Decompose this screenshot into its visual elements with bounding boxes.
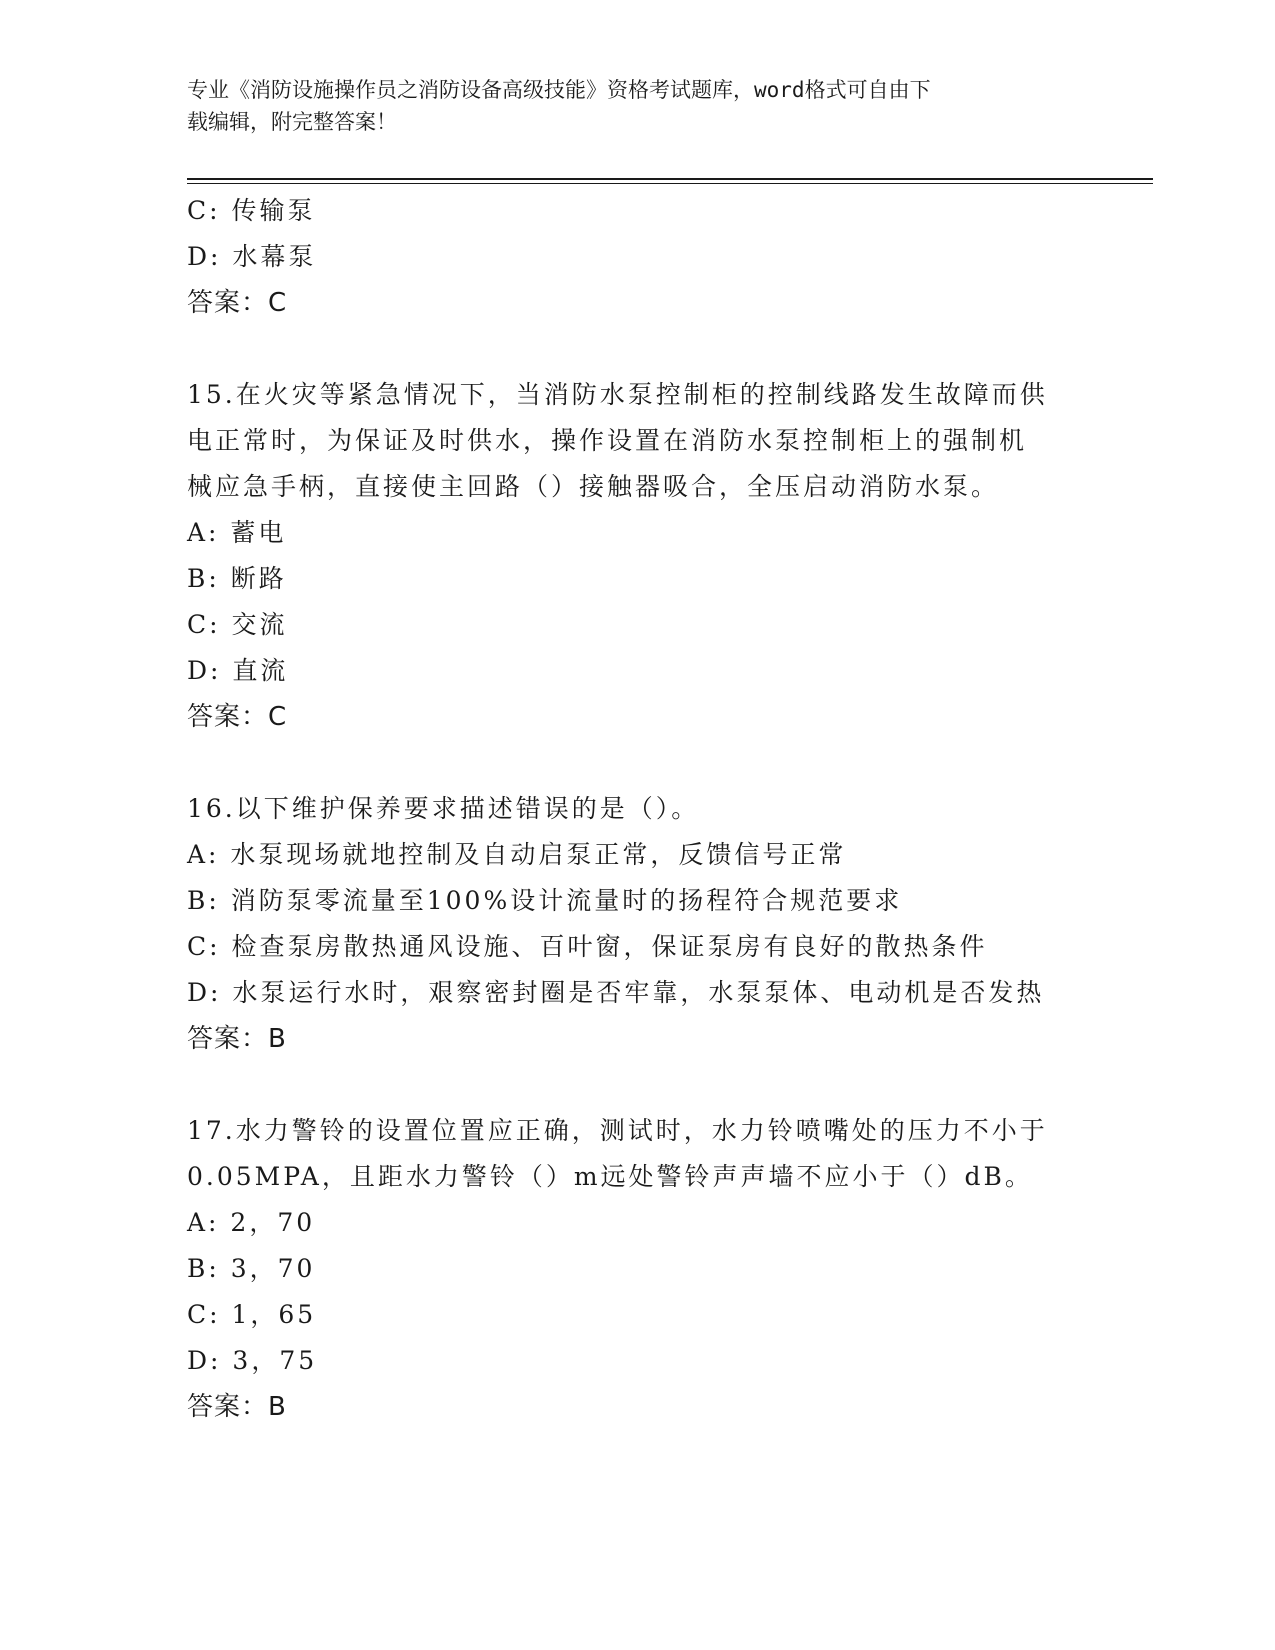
- question-stem-line: 16.以下维护保养要求描述错误的是（）。: [187, 794, 700, 823]
- answer-line: 答案：C: [187, 702, 288, 732]
- question-list: [187, 188, 1087, 1430]
- option-d: D: 直流: [187, 656, 289, 685]
- option-b: B: 消防泵零流量至100%设计流量时的扬程符合规范要求: [187, 886, 903, 915]
- option-c: C: 传输泵: [187, 196, 316, 225]
- question-block-17: [187, 1108, 1087, 1430]
- spacer: [187, 326, 1087, 372]
- question-block-carryover: [187, 188, 1087, 326]
- option-d: D: 3，75: [187, 1346, 318, 1375]
- question-stem-line: 15.在火灾等紧急情况下，当消防水泵控制柜的控制线路发生故障而供: [187, 380, 1048, 409]
- header-divider-thick: [187, 178, 1153, 180]
- answer-line: 答案：B: [187, 1392, 287, 1422]
- option-b: B: 断路: [187, 564, 287, 593]
- option-a: A: 水泵现场就地控制及自动启泵正常，反馈信号正常: [187, 840, 847, 869]
- answer-line: 答案：B: [187, 1024, 287, 1054]
- option-d: D: 水泵运行水时，艰察密封圈是否牢靠，水泵泵体、电动机是否发热: [187, 978, 1045, 1007]
- option-b: B: 3，70: [187, 1254, 316, 1283]
- header-divider-thin: [187, 183, 1153, 184]
- question-block-16: [187, 786, 1087, 1062]
- header-line-1: 专业《消防设施操作员之消防设备高级技能》资格考试题库，word格式可自由下: [187, 78, 931, 102]
- option-d: D: 水幕泵: [187, 242, 317, 271]
- document-header: [187, 74, 1067, 138]
- question-stem-line: 0.05MPA，且距水力警铃（）m远处警铃声声墙不应小于（）dB。: [187, 1162, 1033, 1191]
- question-stem-line: 17.水力警铃的设置位置应正确，测试时，水力铃喷嘴处的压力不小于: [187, 1116, 1048, 1145]
- option-a: A: 2，70: [187, 1208, 316, 1237]
- question-block-15: [187, 372, 1087, 740]
- option-c: C: 检查泵房散热通风设施、百叶窗，保证泵房有良好的散热条件: [187, 932, 988, 961]
- question-stem-line: 电正常时，为保证及时供水，操作设置在消防水泵控制柜上的强制机: [187, 426, 1028, 455]
- option-a: A: 蓄电: [187, 518, 287, 547]
- option-c: C: 1，65: [187, 1300, 317, 1329]
- question-stem-line: 械应急手柄，直接使主回路（）接触器吸合，全压启动消防水泵。: [187, 472, 1000, 501]
- header-line-2: 载编辑，附完整答案！: [187, 110, 397, 134]
- spacer: [187, 1062, 1087, 1108]
- spacer: [187, 740, 1087, 786]
- answer-line: 答案：C: [187, 288, 288, 318]
- option-c: C: 交流: [187, 610, 288, 639]
